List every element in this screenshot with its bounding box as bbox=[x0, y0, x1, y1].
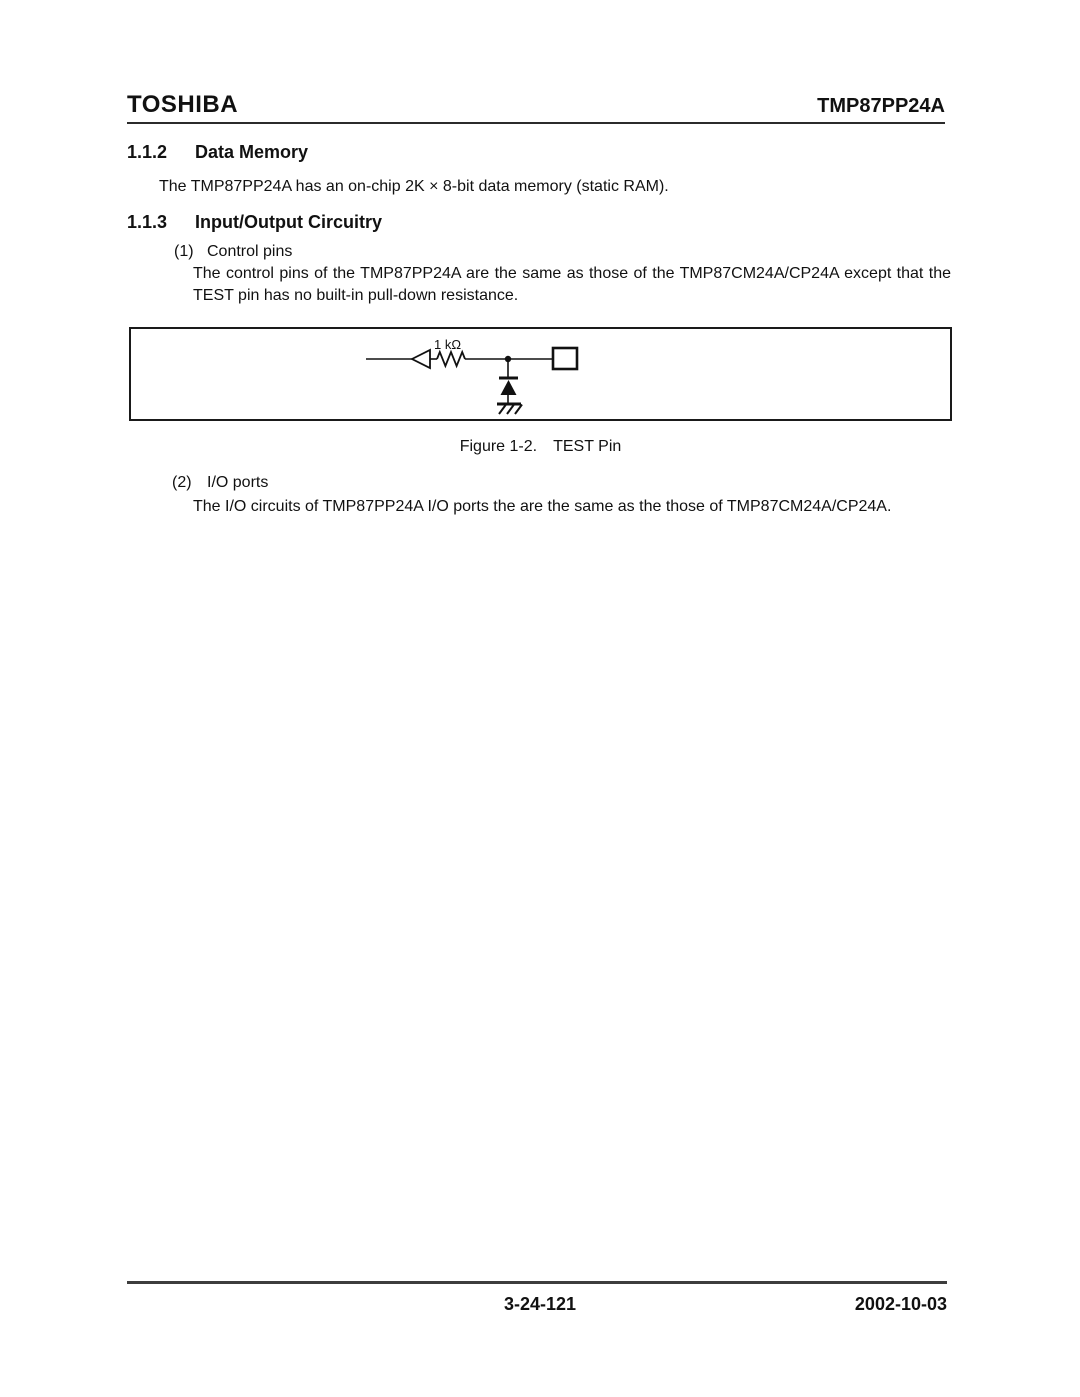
section-title-data-memory: Data Memory bbox=[195, 142, 309, 162]
footer-page-number: 3-24-121 bbox=[503, 1294, 577, 1314]
resistor-symbol-icon bbox=[437, 352, 465, 366]
section-number-data-memory: 1.1.2 bbox=[127, 142, 168, 162]
control-pins-paragraph: The control pins of the TMP87PP24A are the same as those of the TMP87CM24A/CP24A except that the TEST pin has no built-in pull-down resistance. bbox=[193, 265, 951, 304]
pin-pad-symbol-icon bbox=[553, 348, 577, 369]
figure-caption-number: Figure 1-2. bbox=[459, 438, 538, 455]
protection-diode-symbol-icon bbox=[501, 380, 517, 395]
resistor-value-label: 1 kΩ bbox=[434, 337, 462, 352]
figure-caption bbox=[129, 438, 952, 456]
section-number-io-circuitry: 1.1.3 bbox=[127, 212, 168, 232]
footer-date: 2002-10-03 bbox=[854, 1294, 947, 1314]
item-label-io-ports: (2) bbox=[172, 474, 192, 491]
item-title-control-pins: Control pins bbox=[207, 243, 293, 260]
item-label-control-pins: (1) bbox=[174, 243, 194, 260]
ground-symbol-icon bbox=[497, 404, 522, 414]
item-title-io-ports: I/O ports bbox=[207, 474, 269, 491]
figure-caption-title: TEST Pin bbox=[553, 438, 622, 455]
buffer-symbol-icon bbox=[412, 350, 430, 368]
data-memory-paragraph: The TMP87PP24A has an on-chip 2K × 8-bit data memory (static RAM). bbox=[159, 178, 669, 195]
section-title-io-circuitry: Input/Output Circuitry bbox=[195, 212, 382, 232]
header-divider bbox=[127, 122, 945, 124]
io-ports-paragraph: The I/O circuits of TMP87PP24A I/O ports the are the same as the those of TMP87CM24A/CP24A. bbox=[193, 498, 892, 515]
footer-divider bbox=[127, 1281, 947, 1284]
part-number: TMP87PP24A bbox=[817, 95, 945, 117]
brand-logo: TOSHIBA bbox=[127, 91, 239, 118]
